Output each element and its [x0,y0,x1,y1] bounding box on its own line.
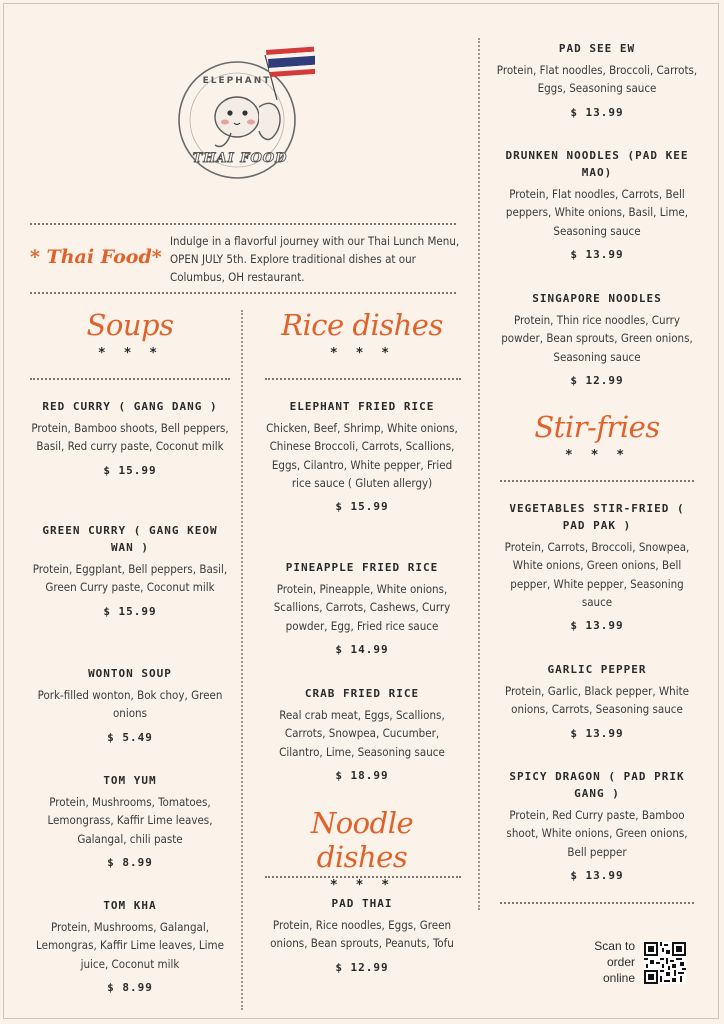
item-desc: Protein, Flat noodles, Carrots, Bell peppers, White onions, Basil, Lime, Seasoning sauce [505,187,689,238]
item-desc: Protein, Pineapple, White onions, Scallions, Carrots, Cashews, Curry powder, Egg, Fried rice sauce [273,582,451,633]
header-title: * Thai Food* [30,246,162,268]
item-price: $ 14.99 [335,642,389,656]
item-price: $ 13.99 [570,726,624,740]
divider-header-top [30,223,456,225]
menu-item [262,559,462,656]
menu-item [30,398,230,477]
menu-item [30,522,230,618]
stirfries-column [496,410,698,463]
menu-item [30,897,230,994]
item-price: $ 12.99 [570,373,624,387]
menu-item [262,398,462,513]
item-name: PINEAPPLE FRIED RICE [285,561,439,574]
menu-item [30,665,230,744]
rice-stars: * * * [329,346,395,361]
item-name: PAD SEE EW [558,42,636,55]
soups-stars: * * * [97,346,163,361]
item-name: CRAB FRIED RICE [304,687,420,700]
item-price: $ 15.99 [103,463,157,477]
item-name: TOM YUM [103,774,157,787]
item-name: SINGAPORE NOODLES [532,292,662,305]
item-desc: Protein, Red Curry paste, Bamboo shoot, White onions, Green onions, Bell pepper [506,808,688,859]
menu-item [496,661,698,740]
menu-item [496,500,698,632]
item-price: $ 13.99 [570,247,624,261]
noodle-column [262,806,462,893]
item-price: $ 12.99 [335,960,389,974]
logo-text-bottom: THAI FOOD [192,151,288,166]
divider-vertical-left [241,310,243,1010]
header-intro: Indulge in a flavorful journey with our Thai Lunch Menu, OPEN JULY 5th. Explore traditional dishes at our Columbus, OH restaurant. [170,234,460,284]
item-name: VEGETABLES STIR-FRIED ( PAD PAK ) [509,502,685,532]
menu-item [496,768,698,882]
item-desc: Protein, Garlic, Black pepper, White onions, Carrots, Seasoning sauce [504,684,690,717]
rice-title: Rice dishes [281,308,443,342]
item-desc: Real crab meat, Eggs, Scallions, Carrots, Snowpea, Cucumber, Cilantro, Lime, Seasoning sauce [279,708,445,759]
item-desc: Pork-filled wonton, Bok choy, Green onions [37,688,223,721]
divider-bottom-right [500,902,694,904]
item-price: $ 8.99 [107,855,153,869]
item-price: $ 18.99 [335,768,389,782]
item-desc: Protein, Bamboo shoots, Bell peppers, Basil, Red curry paste, Coconut milk [31,421,229,454]
stirfries-stars: * * * [564,448,630,463]
item-price: $ 15.99 [103,604,157,618]
item-desc: Protein, Carrots, Broccoli, Snowpea, White onions, Green onions, Bell pepper, White pepper, Seasoning sauce [504,540,690,609]
item-desc: Protein, Thin rice noodles, Curry powder, Bean sprouts, Green onions, Seasoning sauce [501,313,693,364]
divider-vertical-right [478,38,480,910]
divider-soups [30,378,230,380]
qr-code-icon[interactable] [644,942,686,984]
item-price: $ 15.99 [335,500,389,514]
item-desc: Chicken, Beef, Shrimp, White onions, Chinese Broccoli, Carrots, Scallions, Eggs, Cilantro, White pepper, Fried rice sauce ( Gluten allergy) [266,421,458,490]
rice-column [262,308,462,361]
menu-item [496,147,698,261]
item-price: $ 13.99 [570,868,624,882]
item-price: $ 8.99 [107,980,153,994]
divider-noodle [265,876,461,878]
item-name: SPICY DRAGON ( PAD PRIK GANG ) [509,770,685,800]
noodle-stars: * * * [329,878,395,893]
menu-item [496,290,698,387]
menu-item [262,895,462,974]
item-price: $ 13.99 [570,619,624,633]
noodle-title: Noodle dishes [310,806,414,874]
item-desc: Protein, Flat noodles, Broccoli, Carrots, Eggs, Seasoning sauce [496,63,698,96]
item-name: DRUNKEN NOODLES (PAD KEE MAO) [505,149,689,179]
scan-to-order-label: Scan to order online [594,939,635,985]
item-name: ELEPHANT FRIED RICE [289,400,435,413]
item-desc: Protein, Eggplant, Bell peppers, Basil, Green Curry paste, Coconut milk [32,562,228,595]
divider-rice [265,378,461,380]
soups-title: Soups [86,308,174,342]
menu-item [30,772,230,869]
item-name: GARLIC PEPPER [547,663,647,676]
item-name: RED CURRY ( GANG DANG ) [42,400,218,413]
item-price: $ 5.49 [107,730,153,744]
divider-stirfries [500,480,694,482]
item-price: $ 13.99 [570,105,624,119]
divider-header-bottom [30,292,456,294]
logo-text-top: ELEPHANT [202,76,272,86]
menu-item [496,40,698,119]
soups-column [30,308,230,361]
item-name: TOM KHA [103,899,157,912]
item-desc: Protein, Mushrooms, Tomatoes, Lemongrass, Kaffir Lime leaves, Galangal, chili paste [47,795,213,846]
item-name: GREEN CURRY ( GANG KEOW WAN ) [42,524,218,554]
menu-item [262,685,462,782]
stirfries-title: Stir-fries [534,410,660,444]
item-desc: Protein, Rice noodles, Eggs, Green onions, Bean sprouts, Peanuts, Tofu [270,918,454,951]
item-name: WONTON SOUP [88,667,172,680]
item-desc: Protein, Mushrooms, Galangal, Lemongras, Kaffir Lime leaves, Lime juice, Coconut milk [36,920,224,971]
elephant-thai-food-logo [175,45,315,185]
item-name: PAD THAI [331,897,393,910]
